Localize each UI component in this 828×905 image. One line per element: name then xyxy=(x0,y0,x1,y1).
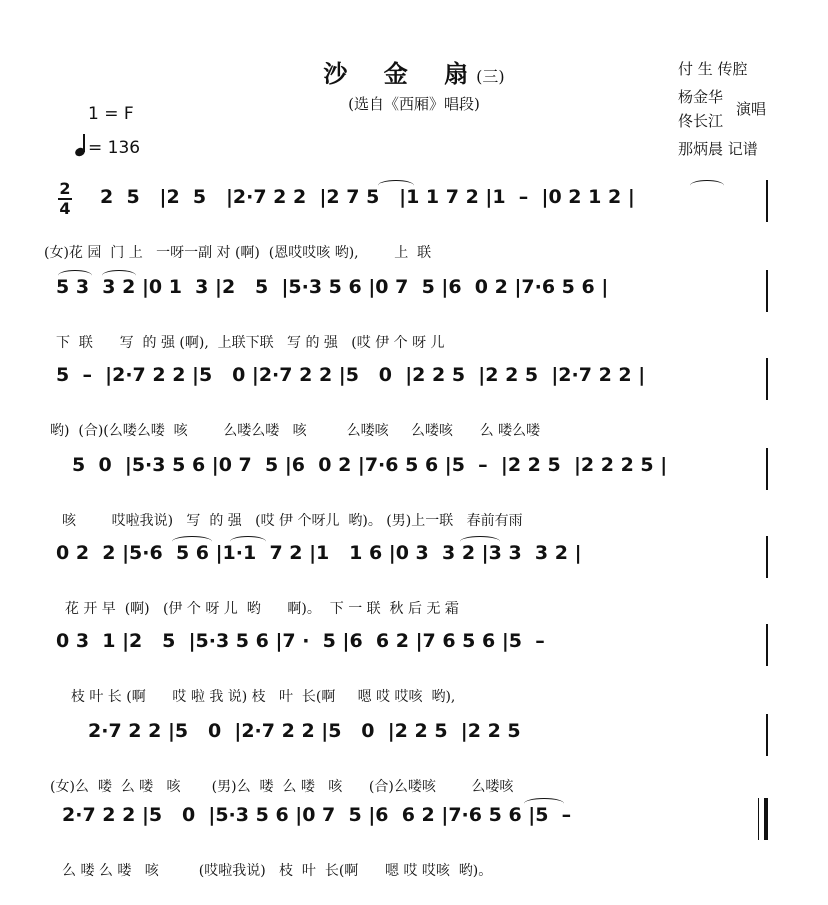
credit-composer: 付 生 传腔 xyxy=(678,60,748,78)
song-subtitle: (选自《西厢》唱段) xyxy=(348,95,480,113)
notation-line: 5 0 |5·3 5 6 |0 7 5 |6 0 2 |7·6 5 6 |5 – |2 2 5 |2 2 2 5 | xyxy=(72,454,668,476)
slur xyxy=(460,536,500,547)
credit-singer-1: 杨金华 xyxy=(678,88,724,106)
time-signature: 2 4 xyxy=(59,179,71,218)
slur xyxy=(102,270,136,281)
slur xyxy=(172,536,212,547)
barline xyxy=(766,624,768,666)
notation-line: 2 5 |2 5 |2·7 2 2 |2 7 5 |1 1 7 2 |1 – |0 2 1 2 | xyxy=(100,186,635,208)
barline xyxy=(766,448,768,490)
tempo-marking xyxy=(74,134,140,158)
barline xyxy=(766,358,768,400)
notation-line: 2·7 2 2 |5 0 |2·7 2 2 |5 0 |2 2 5 |2 2 5 xyxy=(88,720,534,742)
credit-transcriber: 那炳晨 记谱 xyxy=(678,140,758,158)
notation-line: 2·7 2 2 |5 0 |5·3 5 6 |0 7 5 |6 6 2 |7·6 5 6 |5 – xyxy=(62,804,585,826)
song-title: 沙 金 扇(三) xyxy=(323,59,505,88)
slur xyxy=(230,536,266,547)
barline xyxy=(766,714,768,756)
barline xyxy=(766,270,768,312)
slur xyxy=(378,180,414,191)
lyric-line: 枝 叶 长 (啊 哎 啦 我 说) 枝 叶 长(啊 嗯 哎 哎咳 哟), xyxy=(62,689,456,705)
lyric-line: 咳 哎啦我说) 写 的 强 (哎 伊 个呀儿 哟)。 (男)上一联 春前有雨 xyxy=(62,513,523,529)
notation-line: 0 3 1 |2 5 |5·3 5 6 |7 · 5 |6 6 2 |7 6 5 6 |5 – xyxy=(56,630,552,652)
barline xyxy=(766,180,768,222)
title-number: (三) xyxy=(476,67,505,86)
tempo-value: = 136 xyxy=(88,138,141,158)
quarter-note-icon xyxy=(74,134,88,158)
lyric-line: 下 联 写 的 强 (啊), 上联下联 写 的 强 (哎 伊 个 呀 儿 xyxy=(56,335,445,351)
lyric-line: 么 喽 么 喽 咳 (哎啦我说) 枝 叶 长(啊 嗯 哎 哎咳 哟)。 xyxy=(62,863,493,879)
slur xyxy=(524,798,564,809)
lyric-line: 哟) (合)(么喽么喽 咳 么喽么喽 咳 么喽咳 么喽咳 么 喽么喽 xyxy=(50,423,541,439)
final-barline-thick xyxy=(764,798,768,840)
lyric-line: (女)花 园 门 上 一呀一副 对 (啊) (恩哎哎咳 哟), 上 联 xyxy=(44,245,432,261)
credit-singer-2: 佟长江 xyxy=(678,112,724,130)
notation-line: 0 2 2 |5·6 5 6 |1·1 7 2 |1 1 6 |0 3 3 2 |3 3 3 2 | xyxy=(56,542,582,564)
lyric-line: 花 开 早 (啊) (伊 个 呀 儿 哟 啊)。 下 一 联 秋 后 无 霜 xyxy=(56,601,459,617)
notation-line: 5 – |2·7 2 2 |5 0 |2·7 2 2 |5 0 |2 2 5 |2 2 5 |2·7 2 2 | xyxy=(56,364,646,386)
notation-line: 5 3 3 2 |0 1 3 |2 5 |5·3 5 6 |0 7 5 |6 0 2 |7·6 5 6 | xyxy=(56,276,609,298)
key-signature: 1 = F xyxy=(88,104,134,124)
lyric-line: (女)么 喽 么 喽 咳 (男)么 喽 么 喽 咳 (合)么喽咳 么喽咳 xyxy=(50,779,514,795)
slur xyxy=(58,270,92,281)
credit-role-sing: 演唱 xyxy=(736,100,767,118)
barline xyxy=(766,536,768,578)
slur xyxy=(690,180,724,191)
final-barline-thin xyxy=(758,798,759,840)
